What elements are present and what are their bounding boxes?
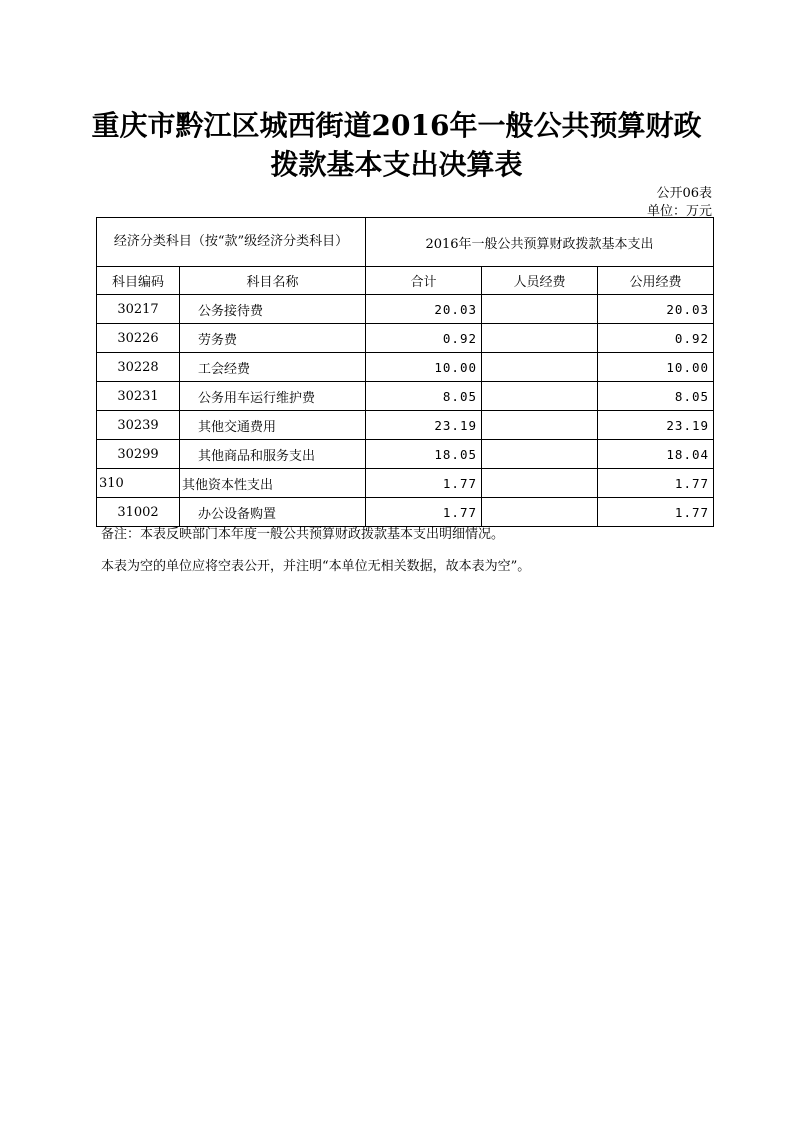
- table-code: 公开06表: [656, 186, 712, 201]
- cell-total: 18.05: [366, 440, 482, 469]
- cell-personnel: [482, 353, 598, 382]
- cell-code: 30299: [97, 440, 180, 469]
- cell-code: 30239: [97, 411, 180, 440]
- cell-personnel: [482, 440, 598, 469]
- cell-total: 23.19: [366, 411, 482, 440]
- cell-name: 公务接待费: [180, 295, 366, 324]
- cell-public: 1.77: [598, 469, 714, 498]
- cell-personnel: [482, 469, 598, 498]
- cell-code: 30226: [97, 324, 180, 353]
- header-row-top: [97, 218, 714, 267]
- cell-total: 1.77: [366, 469, 482, 498]
- cell-code: 310: [97, 469, 180, 498]
- cell-public: 1.77: [598, 498, 714, 527]
- cell-name: 其他商品和服务支出: [180, 440, 366, 469]
- report-title-line1: 重庆市黔江区城西街道2016年一般公共预算财政: [91, 109, 702, 142]
- remark-note: 备注：本表反映部门本年度一般公共预算财政拨款基本支出明细情况。: [101, 527, 505, 542]
- table-row: [97, 295, 714, 324]
- cell-name: 其他交通费用: [180, 411, 366, 440]
- cell-personnel: [482, 324, 598, 353]
- cell-code: 30228: [97, 353, 180, 382]
- cell-name: 劳务费: [180, 324, 366, 353]
- cell-total: 0.92: [366, 324, 482, 353]
- column-header-name: 科目名称: [180, 267, 366, 295]
- table-row: [97, 440, 714, 469]
- unit-label: 单位：万元: [646, 204, 712, 219]
- header-row-columns: [97, 267, 714, 295]
- cell-code: 31002: [97, 498, 180, 527]
- cell-personnel: [482, 295, 598, 324]
- cell-total: 20.03: [366, 295, 482, 324]
- cell-code: 30217: [97, 295, 180, 324]
- column-header-total: 合计: [366, 267, 482, 295]
- cell-name: 其他资本性支出: [180, 469, 366, 498]
- column-header-code: 科目编码: [97, 267, 180, 295]
- cell-personnel: [482, 411, 598, 440]
- econ-classification-header: 经济分类科目（按“款”级经济分类科目）: [97, 218, 366, 267]
- column-header-personnel: 人员经费: [482, 267, 598, 295]
- cell-code: 30231: [97, 382, 180, 411]
- cell-public: 8.05: [598, 382, 714, 411]
- table-row: [97, 324, 714, 353]
- expenditure-table: [96, 217, 714, 527]
- cell-public: 0.92: [598, 324, 714, 353]
- table-row: [97, 382, 714, 411]
- cell-total: 1.77: [366, 498, 482, 527]
- cell-total: 8.05: [366, 382, 482, 411]
- table-row: [97, 353, 714, 382]
- cell-public: 10.00: [598, 353, 714, 382]
- cell-personnel: [482, 382, 598, 411]
- cell-name: 工会经费: [180, 353, 366, 382]
- table-row: [97, 411, 714, 440]
- cell-public: 20.03: [598, 295, 714, 324]
- cell-total: 10.00: [366, 353, 482, 382]
- empty-table-note: 本表为空的单位应将空表公开，并注明“本单位无相关数据，故本表为空”。: [101, 559, 531, 574]
- table-row: [97, 469, 714, 498]
- cell-public: 23.19: [598, 411, 714, 440]
- cell-public: 18.04: [598, 440, 714, 469]
- budget-expenditure-header: 2016年一般公共预算财政拨款基本支出: [366, 218, 714, 267]
- cell-name: 办公设备购置: [180, 498, 366, 527]
- report-title-line2: 拨款基本支出决算表: [270, 148, 523, 181]
- column-header-public: 公用经费: [598, 267, 714, 295]
- cell-name: 公务用车运行维护费: [180, 382, 366, 411]
